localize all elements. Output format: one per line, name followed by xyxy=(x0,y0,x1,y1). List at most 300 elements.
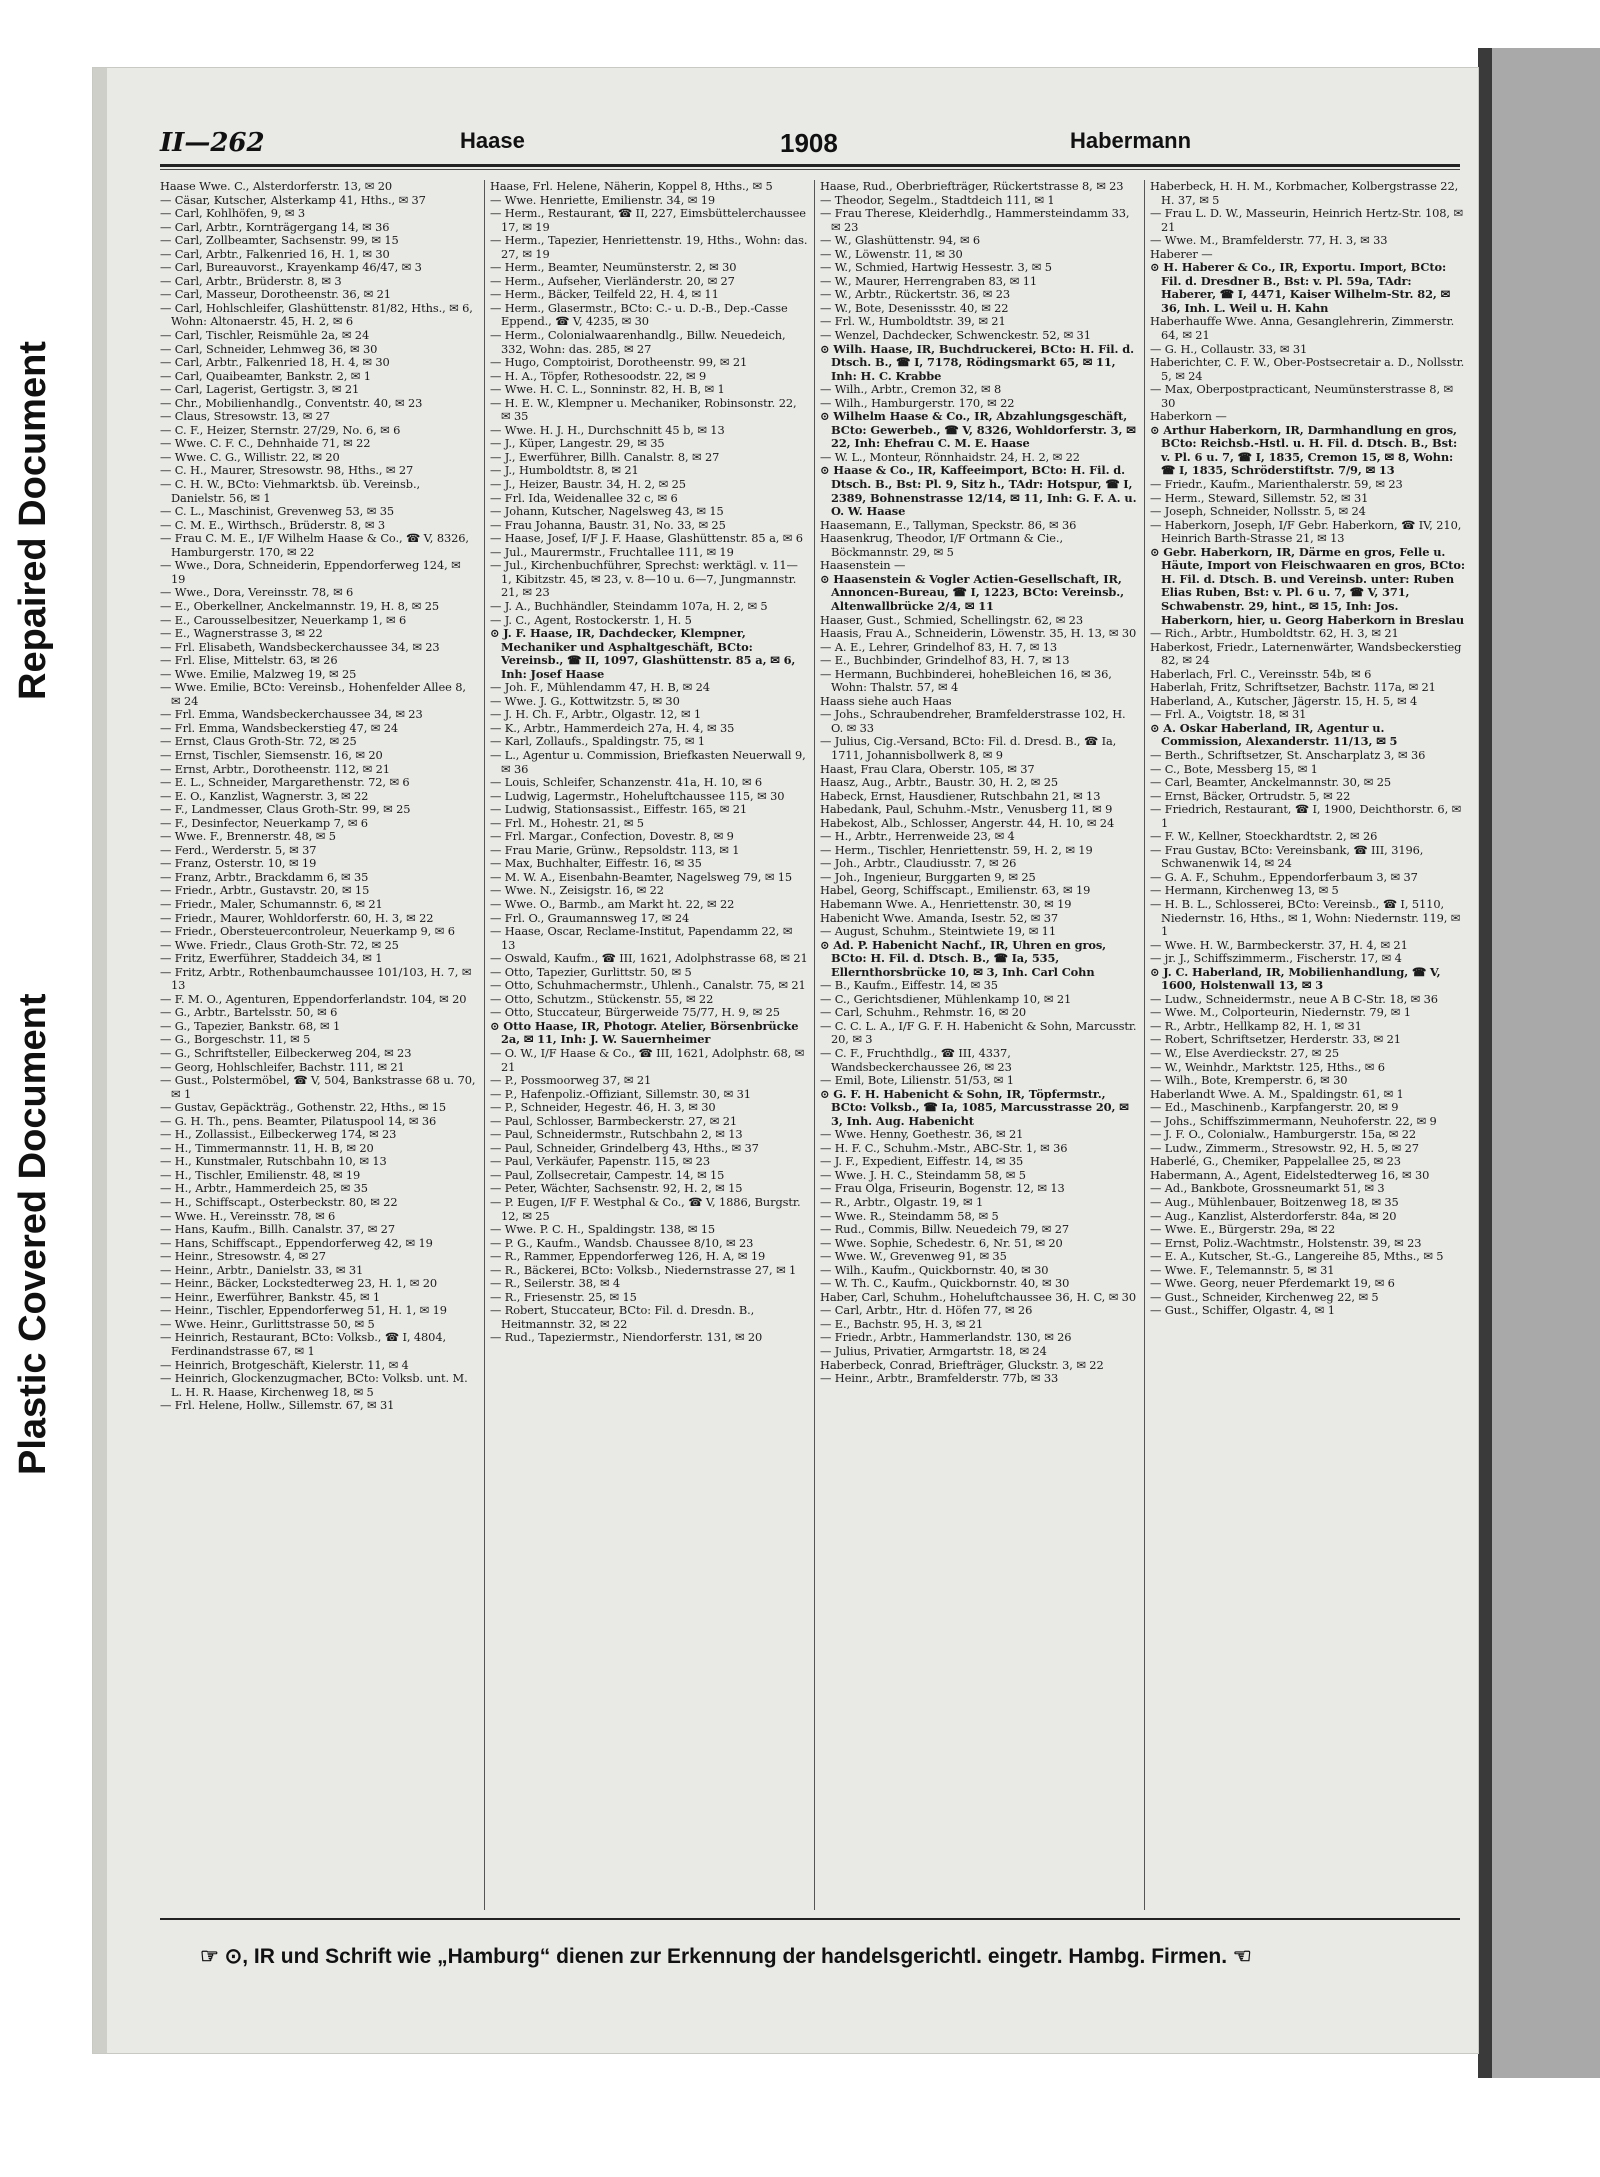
directory-entry: — Carl, Arbtr., Kornträgergang 14, ✉ 36 xyxy=(160,219,390,234)
directory-entry: — Carl, Arbtr., Falkenried 18, H. 4, ✉ 30 xyxy=(160,355,390,370)
directory-entry: — L., Agentur u. Commission, Briefkasten Neuerwall 9, ✉ 36 xyxy=(490,747,806,776)
directory-entry: — W., Glashüttenstr. 94, ✉ 6 xyxy=(820,233,981,248)
directory-entry: — Heinr., Stresowstr. 4, ✉ 27 xyxy=(160,1249,326,1264)
directory-entry: Haasenstein — xyxy=(820,558,906,573)
directory-entry: Haberhauffe Wwe. Anna, Gesanglehrerin, Zimmerstr. 64, ✉ 21 xyxy=(1150,314,1455,343)
directory-entry: — R., Seilerstr. 38, ✉ 4 xyxy=(490,1276,621,1291)
directory-entry: — Carl, Schneider, Lehmweg 36, ✉ 30 xyxy=(160,341,378,356)
directory-column-3 xyxy=(820,180,1138,1910)
directory-entry: — Ernst, Arbtr., Dorotheenstr. 112, ✉ 21 xyxy=(160,761,390,776)
directory-entry: — Frl. M., Hohestr. 21, ✉ 5 xyxy=(490,815,644,830)
directory-entry: — Carl, Quaibeamter, Bankstr. 2, ✉ 1 xyxy=(160,368,371,383)
directory-entry: — Wwe. C. F. C., Dehnhaide 71, ✉ 22 xyxy=(160,436,371,451)
directory-entry: — Gust., Schiffer, Olgastr. 4, ✉ 1 xyxy=(1150,1303,1335,1318)
directory-column-4 xyxy=(1150,180,1468,1910)
directory-entry: — Oswald, Kaufm., ☎ III, 1621, Adolphstrasse 68, ✉ 21 xyxy=(490,951,808,966)
directory-entry: — Herm., Beamter, Neumünsterstr. 2, ✉ 30 xyxy=(490,260,737,275)
directory-entry: ⊙ J. C. Haberland, IR, Mobilienhandlung, ☎ V, 1600, Holstenwall 13, ✉ 3 xyxy=(1150,964,1441,993)
directory-entry: — Wilh., Arbtr., Cremon 32, ✉ 8 xyxy=(820,382,1002,397)
directory-entry: — E., Oberkellner, Anckelmannstr. 19, H. 8, ✉ 25 xyxy=(160,598,440,613)
directory-entry: — W. Th. C., Kaufm., Quickbornstr. 40, ✉ 30 xyxy=(820,1276,1070,1291)
directory-entry: — Heinr., Bäcker, Lockstedterweg 23, H. 1, ✉ 20 xyxy=(160,1276,438,1291)
directory-entry: ⊙ Ad. P. Habenicht Nachf., IR, Uhren en gros, BCto: H. Fil. d. Dtsch. B., ☎ Ia, 535, Ellernthorsbrücke 10, ✉ 3, Inh. Carl Cohn xyxy=(820,937,1107,979)
directory-entry: — Johs., Schraubendreher, Bramfelderstrasse 102, H. O. ✉ 33 xyxy=(820,707,1126,735)
header-rule-thin xyxy=(160,169,1460,170)
directory-entry: — Wwe. C. G., Willistr. 22, ✉ 20 xyxy=(160,449,340,464)
directory-entry: — Wwe. Henriette, Emilienstr. 34, ✉ 19 xyxy=(490,192,716,207)
directory-entry: — Herm., Tapezier, Henriettenstr. 19, Hths., Wohn: das. 27, ✉ 19 xyxy=(490,233,808,261)
directory-entry: — Hermann, Buchbinderei, hoheBleichen 16, ✉ 36, Wohn: Thalstr. 57, ✉ 4 xyxy=(820,666,1112,695)
side-banner xyxy=(0,0,72,2177)
directory-entry: — Wwe. H. J. H., Durchschnitt 45 b, ✉ 13 xyxy=(490,422,725,437)
directory-entry: — Frl. O., Graumannsweg 17, ✉ 24 xyxy=(490,910,690,925)
directory-entry: — Heinrich, Glockenzugmacher, BCto: Volksb. unt. M. L. H. R. Haase, Kirchenweg 18, ✉ 5 xyxy=(160,1371,468,1399)
directory-entry: — Paul, Schneider, Grindelberg 43, Hths., ✉ 37 xyxy=(490,1140,759,1155)
directory-entry: — Ernst, Bäcker, Ortrudstr. 5, ✉ 22 xyxy=(1150,788,1351,803)
page-header xyxy=(160,128,1460,168)
directory-entry: — Carl, Schuhm., Rehmstr. 16, ✉ 20 xyxy=(820,1005,1027,1020)
directory-entry: — Friedr., Kaufm., Marienthalerstr. 59, ✉ 23 xyxy=(1150,477,1403,492)
footer-note: ☞ ⊙, IR und Schrift wie „Hamburg“ dienen zur Erkennung der handelsgerichtl. eingetr. Hambg. Firmen. ☜ xyxy=(200,1945,1252,1968)
directory-entry: — R., Bäckerei, BCto: Volksb., Niedernstrasse 27, ✉ 1 xyxy=(490,1262,797,1277)
directory-entry: — Julius, Cig.-Versand, BCto: Fil. d. Dresd. B., ☎ Ia, 1711, Johannisbollwerk 8, ✉ 9 xyxy=(820,734,1117,762)
directory-entry: Haasemann, E., Tallyman, Speckstr. 86, ✉ 36 xyxy=(820,517,1077,532)
directory-entry: Habedank, Paul, Schuhm.-Mstr., Venusberg 11, ✉ 9 xyxy=(820,802,1113,817)
directory-entry: ⊙ A. Oskar Haberland, IR, Agentur u. Commission, Alexanderstr. 11/13, ✉ 5 xyxy=(1150,720,1398,749)
directory-entry: — Carl, Tischler, Reismühle 2a, ✉ 24 xyxy=(160,328,370,343)
directory-entry: — Heinr., Arbtr., Danielstr. 33, ✉ 31 xyxy=(160,1262,364,1277)
directory-entry: Haberichter, C. F. W., Ober-Postsecretair a. D., Nollsstr. 5, ✉ 24 xyxy=(1150,355,1465,383)
directory-entry: Haasz, Aug., Arbtr., Baustr. 30, H. 2, ✉ 25 xyxy=(820,775,1059,790)
directory-entry: — J. A., Buchhändler, Steindamm 107a, H. 2, ✉ 5 xyxy=(490,598,768,613)
directory-entry: — Hans, Kaufm., Billh. Canalstr. 37, ✉ 27 xyxy=(160,1222,395,1237)
directory-entry: — Frau Gustav, BCto: Vereinsbank, ☎ III, 3196, Schwanenwik 14, ✉ 24 xyxy=(1150,842,1424,871)
directory-entry: — Theodor, Segelm., Stadtdeich 111, ✉ 1 xyxy=(820,192,1055,207)
directory-entry: — Paul, Schlosser, Barmbeckerstr. 27, ✉ 21 xyxy=(490,1113,738,1128)
directory-entry: — Frl. Elisabeth, Wandsbeckerchaussee 34, ✉ 23 xyxy=(160,639,440,654)
directory-entry: — Wwe. H., Vereinsstr. 78, ✉ 6 xyxy=(160,1208,336,1223)
directory-entry: — C. H. W., BCto: Viehmarktsb. üb. Vereinsb., Danielstr. 56, ✉ 1 xyxy=(160,477,420,505)
directory-entry: — E., Bachstr. 95, H. 3, ✉ 21 xyxy=(820,1316,984,1331)
page-gutter xyxy=(93,68,107,2053)
directory-entry: — J., Küper, Langestr. 29, ✉ 35 xyxy=(490,436,665,451)
directory-entry: — Ad., Bankbote, Grossneumarkt 51, ✉ 3 xyxy=(1150,1181,1385,1196)
directory-entry: — Wwe. H. W., Barmbeckerstr. 37, H. 4, ✉ 21 xyxy=(1150,937,1408,952)
directory-entry: — Aug., Kanzlist, Alsterdorferstr. 84a, ✉ 20 xyxy=(1150,1208,1397,1223)
footer-rule xyxy=(160,1918,1460,1920)
directory-entry: — G., Arbtr., Bartelsstr. 50, ✉ 6 xyxy=(160,1005,338,1020)
directory-entry: — J., Heizer, Baustr. 34, H. 2, ✉ 25 xyxy=(490,477,686,492)
directory-entry: — Wwe. Sophie, Schedestr. 6, Nr. 51, ✉ 20 xyxy=(820,1235,1063,1250)
directory-entry: — K., Arbtr., Hammerdeich 27a, H. 4, ✉ 35 xyxy=(490,720,735,735)
directory-entry: — H., Zollassist., Eilbeckerweg 174, ✉ 23 xyxy=(160,1127,397,1142)
directory-entry: — Wwe., Dora, Schneiderin, Eppendorferweg 124, ✉ 19 xyxy=(160,558,461,586)
directory-entry: — F., Landmesser, Claus Groth-Str. 99, ✉ 25 xyxy=(160,802,411,817)
directory-entry: — E. L., Schneider, Margarethenstr. 72, ✉ 6 xyxy=(160,775,410,790)
directory-entry: — M. W. A., Eisenbahn-Beamter, Nagelsweg 79, ✉ 15 xyxy=(490,869,793,884)
directory-entry: — C. F., Heizer, Sternstr. 27/29, No. 6, ✉ 6 xyxy=(160,422,401,437)
directory-entry: — G., Borgeschstr. 11, ✉ 5 xyxy=(160,1032,311,1047)
directory-entry: — Cäsar, Kutscher, Alsterkamp 41, Hths., ✉ 37 xyxy=(160,192,426,207)
directory-entry: — Louis, Schleifer, Schanzenstr. 41a, H. 10, ✉ 6 xyxy=(490,775,763,790)
directory-entry: — G. A. F., Schuhm., Eppendorferbaum 3, ✉ 37 xyxy=(1150,869,1418,884)
directory-entry: — Wwe. R., Steindamm 58, ✉ 5 xyxy=(820,1208,999,1223)
directory-entry: — Friedr., Obersteuercontroleur, Neuerkamp 9, ✉ 6 xyxy=(160,924,455,939)
directory-entry: Haberkost, Friedr., Laternenwärter, Wandsbeckerstieg 82, ✉ 24 xyxy=(1150,639,1462,668)
column-divider xyxy=(1144,180,1145,1910)
directory-entry: — Frl. Helene, Hollw., Sillemstr. 67, ✉ 31 xyxy=(160,1398,395,1413)
directory-entry: — Paul, Zollsecretair, Campestr. 14, ✉ 15 xyxy=(490,1167,725,1182)
directory-entry: Haase Wwe. C., Alsterdorferstr. 13, ✉ 20 xyxy=(160,180,393,193)
page-number: II—262 xyxy=(160,128,265,158)
directory-entry: — H. E. W., Klempner u. Mechaniker, Robinsonstr. 22, ✉ 35 xyxy=(490,395,797,424)
directory-entry: — Joh., Arbtr., Claudiusstr. 7, ✉ 26 xyxy=(820,856,1017,871)
directory-entry: — G., Schriftsteller, Eilbeckerweg 204, ✉ 23 xyxy=(160,1046,412,1060)
directory-entry: — Carl, Arbtr., Brüderstr. 8, ✉ 3 xyxy=(160,273,342,288)
directory-entry: — A. E., Lehrer, Grindelhof 83, H. 7, ✉ 13 xyxy=(820,639,1058,654)
directory-entry: — Otto, Tapezier, Gurlittstr. 50, ✉ 5 xyxy=(490,964,692,979)
directory-entry: — Aug., Mühlenbauer, Boitzenweg 18, ✉ 35 xyxy=(1150,1195,1399,1210)
directory-entry: — Carl, Hohlschleifer, Glashüttenstr. 81/82, Hths., ✉ 6, Wohn: Altonaerstr. 45, H. 2, ✉ 6 xyxy=(160,300,473,329)
directory-entry: — Friedr., Maurer, Wohldorferstr. 60, H. 3, ✉ 22 xyxy=(160,910,434,925)
directory-entry: — Wwe. J. G., Kottwitzstr. 5, ✉ 30 xyxy=(490,693,680,708)
repaired-document-label: Repaired Document xyxy=(12,341,54,700)
directory-entry: — P. Eugen, I/F F. Westphal & Co., ☎ V, 1886, Burgstr. 12, ✉ 25 xyxy=(490,1195,801,1223)
directory-entry: — Ludw., Schneidermstr., neue A B C-Str. 18, ✉ 36 xyxy=(1150,991,1438,1006)
directory-entry: — Herm., Glasermstr., BCto: C.- u. D.-B., Dep.-Casse Eppend., ☎ V, 4235, ✉ 30 xyxy=(490,300,788,329)
directory-entry: — G. H., Collaustr. 33, ✉ 31 xyxy=(1150,341,1308,356)
directory-entry: ⊙ Haase & Co., IR, Kaffeeimport, BCto: H. Fil. d. Dtsch. B., Bst: Pl. 9, Sitz h., TAdr: Hotspur, ☎ I, 2389, Bohnenstrasse 12/14, ✉ 11, Inh: G. F. A. u. O. W. Haase xyxy=(820,463,1137,519)
directory-entry: Habel, Georg, Schiffscapt., Emilienstr. 63, ✉ 19 xyxy=(820,883,1091,898)
directory-entry: — Gust., Schneider, Kirchenweg 22, ✉ 5 xyxy=(1150,1289,1379,1304)
directory-entry: — Carl, Beamter, Anckelmannstr. 30, ✉ 25 xyxy=(1150,775,1392,790)
directory-entry: — P., Hafenpoliz.-Offiziant, Sillemstr. 30, ✉ 31 xyxy=(490,1086,751,1101)
directory-entry: — Hugo, Comptoirist, Dorotheenstr. 99, ✉ 21 xyxy=(490,355,748,370)
directory-entry: Haberbeck, Conrad, Briefträger, Gluckstr. 3, ✉ 22 xyxy=(820,1357,1104,1372)
directory-entry: — Wwe. Friedr., Claus Groth-Str. 72, ✉ 25 xyxy=(160,937,399,952)
directory-entry: — Heinrich, Brotgeschäft, Kielerstr. 11, ✉ 4 xyxy=(160,1357,409,1372)
directory-entry: — Rich., Arbtr., Humboldtstr. 62, H. 3, ✉ 21 xyxy=(1150,626,1399,641)
directory-entry: Haberlandt Wwe. A. M., Spaldingstr. 61, ✉ 1 xyxy=(1150,1086,1404,1101)
directory-entry: — H., Kunstmaler, Rutschbahn 10, ✉ 13 xyxy=(160,1154,387,1169)
directory-entry: — Frl. Emma, Wandsbeckerchaussee 34, ✉ 23 xyxy=(160,707,423,722)
directory-entry: — Carl, Arbtr., Htr. d. Höfen 77, ✉ 26 xyxy=(820,1303,1033,1318)
directory-entry: — Ludw., Zimmerm., Stresowstr. 92, H. 5, ✉ 27 xyxy=(1150,1140,1419,1155)
directory-entry: Haast, Frau Clara, Oberstr. 105, ✉ 37 xyxy=(820,761,1035,776)
directory-entry: — Max, Buchhalter, Eiffestr. 16, ✉ 35 xyxy=(490,856,702,871)
directory-entry: — W., Weinhdr., Marktstr. 125, Hths., ✉ 6 xyxy=(1150,1059,1385,1074)
directory-entry: — Jul., Kirchenbuchführer, Sprechst: werktägl. v. 11—1, Kibitzstr. 45, ✉ 23, v. 8—10 u. 6—7, Jungmannstr. 21, ✉ 23 xyxy=(490,558,798,600)
directory-entry: — C., Bote, Messberg 15, ✉ 1 xyxy=(1150,761,1318,776)
directory-entry: — J. C., Agent, Rostockerstr. 1, H. 5 xyxy=(490,612,692,627)
directory-entry: — Johs., Schiffszimmermann, Neuhoferstr. 22, ✉ 9 xyxy=(1150,1113,1437,1128)
directory-entry: — Haase, Josef, I/F J. F. Haase, Glashüttenstr. 85 a, ✉ 6 xyxy=(490,531,803,546)
directory-entry: — jr. J., Schiffszimmerm., Fischerstr. 17, ✉ 4 xyxy=(1150,951,1402,966)
directory-entry: — Ernst, Claus Groth-Str. 72, ✉ 25 xyxy=(160,734,357,749)
directory-entry: — Carl, Zollbeamter, Sachsenstr. 99, ✉ 15 xyxy=(160,233,399,248)
directory-entry: — Carl, Kohlhöfen, 9, ✉ 3 xyxy=(160,206,306,221)
directory-entry: Haasis, Frau A., Schneiderin, Löwenstr. 35, H. 13, ✉ 30 xyxy=(820,626,1137,641)
directory-entry: — J. F. O., Colonialw., Hamburgerstr. 15a, ✉ 22 xyxy=(1150,1127,1417,1142)
directory-entry: — Georg, Hohlschleifer, Bachstr. 111, ✉ 21 xyxy=(160,1059,405,1074)
directory-entry: — C., Gerichtsdiener, Mühlenkamp 10, ✉ 21 xyxy=(820,991,1072,1006)
directory-entry: — Heinrich, Restaurant, BCto: Volksb., ☎ I, 4804, Ferdinandstrasse 67, ✉ 1 xyxy=(160,1330,447,1359)
directory-entry: — P., Schneider, Hegestr. 46, H. 3, ✉ 30 xyxy=(490,1100,716,1115)
directory-entry: Habekost, Alb., Schlosser, Angerstr. 44, H. 10, ✉ 24 xyxy=(820,815,1115,830)
directory-entry: Haberbeck, H. H. M., Korbmacher, Kolbergstrasse 22, H. 37, ✉ 5 xyxy=(1150,180,1459,207)
directory-entry: — P. G., Kaufm., Wandsb. Chaussee 8/10, ✉ 23 xyxy=(490,1235,754,1250)
directory-entry: — Wwe. M., Bramfelderstr. 77, H. 3, ✉ 33 xyxy=(1150,233,1388,248)
directory-entry: — Frau Johanna, Baustr. 31, No. 33, ✉ 25 xyxy=(490,517,726,532)
directory-entry: Haberlé, G., Chemiker, Pappelallee 25, ✉ 23 xyxy=(1150,1154,1401,1169)
directory-entry: — Frau Therese, Kleiderhdlg., Hammersteindamm 33, ✉ 23 xyxy=(820,206,1130,234)
directory-entry: — W., Arbtr., Rückertstr. 36, ✉ 23 xyxy=(820,287,1010,302)
directory-entry: — Frl. Ida, Weidenallee 32 c, ✉ 6 xyxy=(490,490,678,505)
directory-entry: — Fritz, Arbtr., Rothenbaumchaussee 101/103, H. 7, ✉ 13 xyxy=(160,964,472,993)
directory-entry: — Friedr., Arbtr., Hammerlandstr. 130, ✉ 26 xyxy=(820,1330,1072,1345)
plastic-covered-document-label: Plastic Covered Document xyxy=(12,993,54,1475)
directory-entry: Habenicht Wwe. Amanda, Isestr. 52, ✉ 37 xyxy=(820,910,1059,925)
directory-entry: — B., Kaufm., Eiffestr. 14, ✉ 35 xyxy=(820,978,998,993)
column-divider xyxy=(484,180,485,1910)
directory-entry: — R., Arbtr., Olgastr. 19, ✉ 1 xyxy=(820,1195,984,1210)
directory-entry: — Friedr., Arbtr., Gustavstr. 20, ✉ 15 xyxy=(160,883,370,898)
directory-column-2 xyxy=(490,180,808,1910)
directory-entry: — Joh., Ingenieur, Burggarten 9, ✉ 25 xyxy=(820,869,1036,884)
directory-entry: — C. F., Fruchthdlg., ☎ III, 4337, Wandsbeckerchaussee 26, ✉ 23 xyxy=(820,1046,1012,1074)
directory-entry: — Wwe. W., Grevenweg 91, ✉ 35 xyxy=(820,1249,1007,1264)
directory-entry: — Carl, Lagerist, Gertigstr. 3, ✉ 21 xyxy=(160,382,360,397)
directory-entry: — Frl. W., Humboldtstr. 39, ✉ 21 xyxy=(820,314,1006,329)
directory-entry: — H. B. L., Schlosserei, BCto: Vereinsb., ☎ I, 5110, Niedernstr. 16, Hths., ✉ 1, Wohn: Niedernstr. 119, ✉ 1 xyxy=(1150,896,1461,939)
directory-columns xyxy=(160,180,1465,1910)
directory-entry: — J. H. Ch. F., Arbtr., Olgastr. 12, ✉ 1 xyxy=(490,707,702,722)
directory-entry: — Ed., Maschinenb., Karpfangerstr. 20, ✉ 9 xyxy=(1150,1100,1399,1115)
directory-entry: Haasenkrug, Theodor, I/F Ortmann & Cie., Böckmannstr. 29, ✉ 5 xyxy=(820,531,1063,559)
directory-entry: — Frau Olga, Friseurin, Bogenstr. 12, ✉ 13 xyxy=(820,1181,1065,1196)
directory-entry: ⊙ Arthur Haberkorn, IR, Darmhandlung en gros, BCto: Reichsb.-Hstl. u. H. Fil. d. Dtsch. B., Bst: v. Pl. 6 u. 7, ☎ I, 1835, Cremon 15, ✉ 8, Wohn: ☎ I, 1835, Schröderstiftstr. 7/9, ✉ 13 xyxy=(1150,422,1458,478)
directory-entry: — H. A., Töpfer, Rothesoodstr. 22, ✉ 9 xyxy=(490,368,707,383)
directory-entry: — Paul, Schneidermstr., Rutschbahn 2, ✉ 13 xyxy=(490,1127,743,1142)
directory-entry: ⊙ G. F. H. Habenicht & Sohn, IR, Töpfermstr., BCto: Volksb., ☎ Ia, 1085, Marcusstrasse 20, ✉ 3, Inh. Aug. Habenicht xyxy=(820,1086,1129,1128)
directory-entry: — J., Humboldtstr. 8, ✉ 21 xyxy=(490,463,639,478)
book-spine-shadow xyxy=(1478,48,1492,2078)
directory-entry: — Frl. Elise, Mittelstr. 63, ✉ 26 xyxy=(160,653,338,668)
directory-entry: Haber, Carl, Schuhm., Hoheluftchaussee 36, H. C, ✉ 30 xyxy=(820,1289,1136,1304)
directory-entry: — H., Timmermannstr. 11, H. B, ✉ 20 xyxy=(160,1140,374,1155)
directory-entry: — Wwe. Georg, neuer Pferdemarkt 19, ✉ 6 xyxy=(1150,1276,1395,1291)
directory-entry: — F., Desinfector, Neuerkamp 7, ✉ 6 xyxy=(160,815,368,830)
directory-entry: — Emil, Bote, Lilienstr. 51/53, ✉ 1 xyxy=(820,1073,1014,1088)
directory-entry: ⊙ Gebr. Haberkorn, IR, Därme en gros, Felle u. Häute, Import von Fleischwaaren en gros, BCto: H. Fil. d. Dtsch. B. und Vereinsb. unter: Ruben Elias Ruben, Bst: v. Pl. 6 u. 7, ☎ V, 371, Schwabenstr. 29, hint., ✉ 15, Inh: Jos. Haberkorn, hier, u. Georg Haberkorn in Breslau xyxy=(1150,544,1465,627)
directory-entry: Haberlach, Frl. C., Vereinsstr. 54b, ✉ 6 xyxy=(1150,666,1372,681)
directory-entry: — Wwe., Dora, Vereinsstr. 78, ✉ 6 xyxy=(160,585,354,600)
directory-column-1 xyxy=(160,180,478,1910)
directory-entry: — C. L., Maschinist, Grevenweg 53, ✉ 35 xyxy=(160,504,394,519)
directory-entry: Habemann Wwe. A., Henriettenstr. 30, ✉ 19 xyxy=(820,896,1072,911)
directory-entry: — Wwe. J. H. C., Steindamm 58, ✉ 5 xyxy=(820,1167,1026,1182)
directory-entry: Haberland, A., Kutscher, Jägerstr. 15, H. 5, ✉ 4 xyxy=(1150,693,1418,708)
directory-entry: — H., Arbtr., Herrenweide 23, ✉ 4 xyxy=(820,829,1015,844)
directory-entry: — H., Arbtr., Hammerdeich 25, ✉ 35 xyxy=(160,1181,368,1196)
directory-entry: — Ludwig, Stationsassist., Eiffestr. 165, ✉ 21 xyxy=(490,802,748,817)
directory-entry: Habermann, A., Agent, Eidelstedterweg 16, ✉ 30 xyxy=(1150,1167,1430,1182)
directory-entry: — H., Schiffscapt., Osterbeckstr. 80, ✉ 22 xyxy=(160,1195,398,1210)
directory-entry: — Frau L. D. W., Masseurin, Heinrich Hertz-Str. 108, ✉ 21 xyxy=(1150,206,1463,234)
directory-entry: — Fritz, Ewerführer, Staddeich 34, ✉ 1 xyxy=(160,951,383,966)
directory-entry: — C. C. L. A., I/F G. F. H. Habenicht & Sohn, Marcusstr. 20, ✉ 3 xyxy=(820,1018,1137,1047)
directory-entry: — H. F. C., Schuhm.-Mstr., ABC-Str. 1, ✉ 36 xyxy=(820,1140,1068,1155)
directory-entry: — H., Tischler, Emilienstr. 48, ✉ 19 xyxy=(160,1167,361,1182)
directory-entry: Haass siehe auch Haas xyxy=(820,693,952,708)
directory-entry: — Joseph, Schneider, Nollsstr. 5, ✉ 24 xyxy=(1150,504,1366,519)
directory-entry: — W., Maurer, Herrengraben 83, ✉ 11 xyxy=(820,273,1038,288)
directory-entry: — W., Bote, Desenissstr. 40, ✉ 22 xyxy=(820,300,1009,315)
directory-entry: — Franz, Osterstr. 10, ✉ 19 xyxy=(160,856,317,871)
directory-entry: — Wwe. F., Telemannstr. 5, ✉ 31 xyxy=(1150,1262,1335,1277)
header-first-name: Haase xyxy=(460,128,525,153)
directory-entry: — Otto, Schuhmachermstr., Uhlenh., Canalstr. 75, ✉ 21 xyxy=(490,978,806,993)
directory-entry: — Ernst, Tischler, Siemsenstr. 16, ✉ 20 xyxy=(160,747,383,762)
directory-entry: — O. W., I/F Haase & Co., ☎ III, 1621, Adolphstr. 68, ✉ 21 xyxy=(490,1046,805,1074)
directory-entry: — J. F., Expedient, Eiffestr. 14, ✉ 35 xyxy=(820,1154,1024,1169)
directory-entry: — Wwe. F., Brennerstr. 48, ✉ 5 xyxy=(160,829,336,844)
directory-entry: — Wwe. Emilie, BCto: Vereinsb., Hohenfelder Allee 8, ✉ 24 xyxy=(160,680,466,708)
directory-entry: — Gust., Polstermöbel, ☎ V, 504, Bankstrasse 68 u. 70, ✉ 1 xyxy=(160,1073,476,1101)
directory-entry: — Wwe. P. C. H., Spaldingstr. 138, ✉ 15 xyxy=(490,1222,716,1237)
directory-entry: — Ludwig, Lagermstr., Hoheluftchaussee 115, ✉ 30 xyxy=(490,788,785,803)
directory-entry: — Frl. Margar., Confection, Dovestr. 8, ✉ 9 xyxy=(490,829,734,844)
directory-entry: — Herm., Restaurant, ☎ II, 227, Eimsbüttelerchaussee 17, ✉ 19 xyxy=(490,206,806,234)
directory-entry: — Ferd., Werderstr. 5, ✉ 37 xyxy=(160,842,317,857)
directory-entry: — August, Schuhm., Steintwiete 19, ✉ 11 xyxy=(820,924,1056,939)
directory-entry: ⊙ Otto Haase, IR, Photogr. Atelier, Börsenbrücke 2a, ✉ 11, Inh: J. W. Sauernheimer xyxy=(490,1018,799,1047)
directory-entry: — Haase, Oscar, Reclame-Institut, Papendamm 22, ✉ 13 xyxy=(490,924,793,952)
directory-entry: Haase, Rud., Oberbriefträger, Rückertstrasse 8, ✉ 23 xyxy=(820,180,1124,193)
header-last-name: Habermann xyxy=(1070,128,1192,153)
directory-entry: — Peter, Wächter, Sachsenstr. 92, H. 2, ✉ 15 xyxy=(490,1181,743,1196)
directory-entry: — Wwe. H. C. L., Sonninstr. 82, H. B, ✉ 1 xyxy=(490,382,725,397)
directory-entry: ⊙ Haasenstein & Vogler Actien-Gesellschaft, IR, Annoncen-Bureau, ☎ I, 1223, BCto: Vereinsb., Altenwallbrücke 2/4, ✉ 11 xyxy=(820,571,1125,613)
directory-entry: Haberer — xyxy=(1150,246,1213,261)
directory-entry: — Julius, Privatier, Armgartstr. 18, ✉ 24 xyxy=(820,1344,1047,1359)
directory-entry: — P., Possmoorweg 37, ✉ 21 xyxy=(490,1073,652,1088)
directory-entry: — Johann, Kutscher, Nagelsweg 43, ✉ 15 xyxy=(490,504,724,519)
directory-entry: — Claus, Stresowstr. 13, ✉ 27 xyxy=(160,409,330,424)
directory-entry: — Heinr., Ewerführer, Bankstr. 45, ✉ 1 xyxy=(160,1289,381,1304)
directory-entry: — Carl, Arbtr., Falkenried 16, H. 1, ✉ 30 xyxy=(160,246,390,261)
directory-entry: — Rud., Commis, Billw. Neuedeich 79, ✉ 27 xyxy=(820,1222,1070,1237)
directory-entry: ⊙ Wilh. Haase, IR, Buchdruckerei, BCto: H. Fil. d. Dtsch. B., ☎ I, 7178, Rödingsmarkt 65, ✉ 11, Inh: H. C. Krabbe xyxy=(820,341,1134,383)
directory-entry: — Wilh., Bote, Kremperstr. 6, ✉ 30 xyxy=(1150,1073,1348,1088)
directory-entry: — Paul, Verkäufer, Papenstr. 115, ✉ 23 xyxy=(490,1154,710,1169)
directory-entry: — Franz, Arbtr., Brackdamm 6, ✉ 35 xyxy=(160,869,369,884)
directory-entry: — Heinr., Arbtr., Bramfelderstr. 77b, ✉ 33 xyxy=(820,1371,1059,1386)
directory-entry: — Wwe. O., Barmb., am Markt ht. 22, ✉ 22 xyxy=(490,896,735,911)
directory-entry: — Chr., Mobilienhandlg., Conventstr. 40, ✉ 23 xyxy=(160,395,423,410)
directory-entry: — E., Wagnerstrasse 3, ✉ 22 xyxy=(160,626,323,641)
directory-entry: — J., Ewerführer, Billh. Canalstr. 8, ✉ 27 xyxy=(490,449,720,464)
directory-entry: — Wenzel, Dachdecker, Schwenckestr. 52, ✉ 31 xyxy=(820,328,1091,343)
header-year: 1908 xyxy=(780,128,838,158)
directory-entry: — Hans, Schiffscapt., Eppendorferweg 42, ✉ 19 xyxy=(160,1235,433,1250)
directory-entry: — Frl. Emma, Wandsbeckerstieg 47, ✉ 24 xyxy=(160,720,398,735)
directory-entry: — C. M. E., Wirthsch., Brüderstr. 8, ✉ 3 xyxy=(160,517,385,532)
directory-entry: — Frau Marie, Grünw., Repsoldstr. 113, ✉ 1 xyxy=(490,842,740,857)
directory-entry: — Robert, Schriftsetzer, Herderstr. 33, ✉ 21 xyxy=(1150,1032,1401,1047)
directory-entry: — Wwe. Emilie, Malzweg 19, ✉ 25 xyxy=(160,666,357,681)
directory-entry: Habeck, Ernst, Hausdiener, Rutschbahn 21, ✉ 13 xyxy=(820,788,1101,803)
directory-entry: Haberlah, Fritz, Schriftsetzer, Bachstr. 117a, ✉ 21 xyxy=(1150,680,1436,695)
directory-entry: — Jul., Maurermstr., Fruchtallee 111, ✉ 19 xyxy=(490,544,734,559)
directory-entry: — Otto, Schutzm., Stückenstr. 55, ✉ 22 xyxy=(490,991,714,1006)
directory-entry: — Herm., Colonialwaarenhandlg., Billw. Neuedeich, 332, Wohn: das. 285, ✉ 27 xyxy=(490,328,786,356)
directory-entry: — Wwe. Henny, Goethestr. 36, ✉ 21 xyxy=(820,1127,1024,1142)
directory-entry: — Hermann, Kirchenweg 13, ✉ 5 xyxy=(1150,883,1339,898)
directory-entry: Haase, Frl. Helene, Näherin, Koppel 8, Hths., ✉ 5 xyxy=(490,180,773,193)
directory-entry: — Carl, Masseur, Dorotheenstr. 36, ✉ 21 xyxy=(160,287,391,302)
directory-entry: — E. O., Kanzlist, Wagnerstr. 3, ✉ 22 xyxy=(160,788,369,803)
directory-entry: — Rud., Tapeziermstr., Niendorferstr. 131, ✉ 20 xyxy=(490,1330,763,1345)
directory-entry: — Wwe. M., Colporteurin, Niedernstr. 79, ✉ 1 xyxy=(1150,1005,1411,1020)
directory-entry: — Karl, Zollaufs., Spaldingstr. 75, ✉ 1 xyxy=(490,734,705,749)
directory-entry: — E., Buchbinder, Grindelhof 83, H. 7, ✉ 13 xyxy=(820,653,1070,668)
directory-entry: — Carl, Bureauvorst., Krayenkamp 46/47, ✉ 3 xyxy=(160,260,422,275)
directory-entry: — W. L., Monteur, Rönnhaidstr. 24, H. 2, ✉ 22 xyxy=(820,449,1080,464)
directory-entry: — R., Rammer, Eppendorferweg 126, H. A, ✉ 19 xyxy=(490,1249,766,1264)
directory-entry: — Wilh., Kaufm., Quickbornstr. 40, ✉ 30 xyxy=(820,1262,1049,1277)
directory-entry: — Herm., Steward, Sillemstr. 52, ✉ 31 xyxy=(1150,490,1369,505)
directory-entry: — Wwe. E., Bürgerstr. 29a, ✉ 22 xyxy=(1150,1222,1336,1237)
directory-entry: — Friedr., Maler, Schumannstr. 6, ✉ 21 xyxy=(160,896,383,911)
directory-entry: — W., Else Averdieckstr. 27, ✉ 25 xyxy=(1150,1046,1340,1060)
column-divider xyxy=(814,180,815,1910)
directory-entry: — E., Carousselbesitzer, Neuerkamp 1, ✉ 6 xyxy=(160,612,407,627)
directory-entry: — Robert, Stuccateur, BCto: Fil. d. Dresdn. B., Heitmannstr. 32, ✉ 22 xyxy=(490,1303,755,1331)
directory-entry: — Otto, Stuccateur, Bürgerweide 75/77, H. 9, ✉ 25 xyxy=(490,1005,780,1020)
directory-entry: — Friedrich, Restaurant, ☎ I, 1900, Deichthorstr. 6, ✉ 1 xyxy=(1150,802,1462,830)
directory-entry: — Berth., Schriftsetzer, St. Anscharplatz 3, ✉ 36 xyxy=(1150,747,1426,762)
directory-entry: — Haberkorn, Joseph, I/F Gebr. Haberkorn, ☎ IV, 210, Heinrich Barth-Strasse 21, ✉ 13 xyxy=(1150,517,1462,546)
header-rule xyxy=(160,164,1460,167)
directory-entry: — F. W., Kellner, Stoeckhardtstr. 2, ✉ 26 xyxy=(1150,829,1378,844)
directory-entry: — Wwe. Heinr., Gurlittstrasse 50, ✉ 5 xyxy=(160,1316,375,1331)
directory-entry: — E. A., Kutscher, St.-G., Langereihe 85, Mths., ✉ 5 xyxy=(1150,1249,1444,1264)
directory-entry: — Max, Oberpostpracticant, Neumünsterstrasse 8, ✉ 30 xyxy=(1150,382,1453,410)
directory-entry: ⊙ J. F. Haase, IR, Dachdecker, Klempner, Mechaniker und Asphaltgeschäft, BCto: Vereinsb., ☎ II, 1097, Glashüttenstr. 85 a, ✉ 6, Inh: Josef Haase xyxy=(490,626,796,681)
directory-entry: — F. M. O., Agenturen, Eppendorferlandstr. 104, ✉ 20 xyxy=(160,991,467,1006)
directory-entry: — Gustav, Gepäckträg., Gothenstr. 22, Hths., ✉ 15 xyxy=(160,1100,447,1115)
directory-entry: — Herm., Tischler, Henriettenstr. 59, H. 2, ✉ 19 xyxy=(820,842,1093,857)
directory-entry: — Wilh., Hamburgerstr. 170, ✉ 22 xyxy=(820,395,1015,410)
directory-entry: — G., Tapezier, Bankstr. 68, ✉ 1 xyxy=(160,1018,341,1033)
directory-entry: — Frau C. M. E., I/F Wilhelm Haase & Co., ☎ V, 8326, Hamburgerstr. 170, ✉ 22 xyxy=(160,531,469,559)
directory-entry: ⊙ Wilhelm Haase & Co., IR, Abzahlungsgeschäft, BCto: Gewerbeb., ☎ V, 8326, Wohldorferstr. 3, ✉ 22, Inh: Ehefrau C. M. E. Haase xyxy=(820,409,1136,451)
directory-entry: — W., Löwenstr. 11, ✉ 30 xyxy=(820,246,963,261)
directory-entry: — Frl. A., Voigtstr. 18, ✉ 31 xyxy=(1150,707,1307,722)
directory-entry: — Wwe. N., Zeisigstr. 16, ✉ 22 xyxy=(490,883,664,898)
directory-entry: ⊙ H. Haberer & Co., IR, Exportu. Import, BCto: Fil. d. Dresdner B., Bst: v. Pl. 59a, TAdr: Haberer, ☎ I, 4471, Kaiser Wilhelm-Str. 82, ✉ 36, Inh. L. Weil u. H. Kahn xyxy=(1150,260,1451,315)
directory-entry: — Heinr., Tischler, Eppendorferweg 51, H. 1, ✉ 19 xyxy=(160,1303,447,1318)
directory-entry: — R., Friesenstr. 25, ✉ 15 xyxy=(490,1289,637,1304)
directory-entry: — R., Arbtr., Hellkamp 82, H. 1, ✉ 31 xyxy=(1150,1018,1362,1033)
directory-entry: — W., Schmied, Hartwig Hessestr. 3, ✉ 5 xyxy=(820,260,1052,275)
directory-entry: Haaser, Gust., Schmied, Schellingstr. 62, ✉ 23 xyxy=(820,612,1083,627)
directory-entry: — Joh. F., Mühlendamm 47, H. B, ✉ 24 xyxy=(490,680,710,695)
directory-entry: — Herm., Bäcker, Teilfeld 22, H. 4, ✉ 11 xyxy=(490,287,719,302)
directory-entry: — G. H. Th., pens. Beamter, Pilatuspool 14, ✉ 36 xyxy=(160,1113,437,1128)
directory-entry: Haberkorn — xyxy=(1150,409,1227,424)
